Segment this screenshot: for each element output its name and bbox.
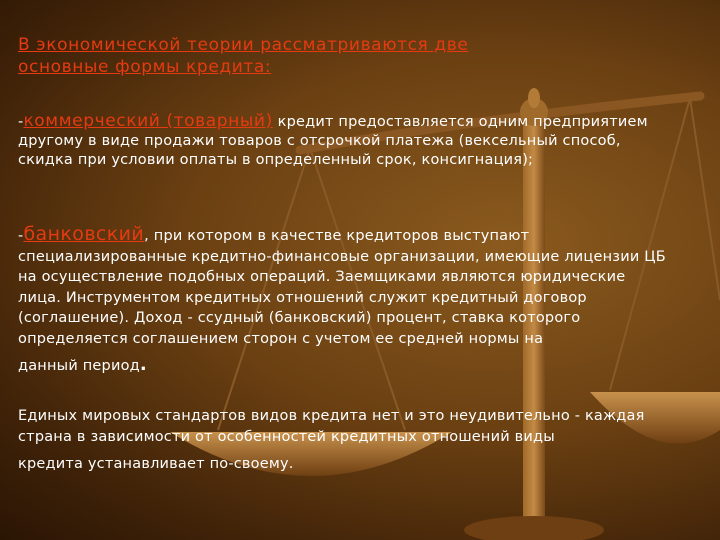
- bank-credit-paragraph: [18, 224, 668, 377]
- bank-credit-tail-text: данный период: [18, 358, 140, 374]
- commercial-credit-text: кредит предоставляется одним предприятием другому в виде продажи товаров с отсрочкой платежа (вексельный способ, скидка при условии оплаты в определенный срок, консигнация);: [18, 114, 648, 168]
- commercial-credit-paragraph: [18, 112, 668, 170]
- bank-credit-period: .: [139, 354, 147, 375]
- item1-prefix: -: [18, 114, 24, 130]
- slide-heading: [18, 34, 638, 78]
- heading-line-2: основные формы кредита:: [18, 57, 272, 77]
- standards-paragraph: [18, 406, 658, 475]
- standards-tail: кредита устанавливает по-своему.: [18, 456, 294, 472]
- item2-prefix: -: [18, 228, 24, 244]
- commercial-credit-term: коммерческий (товарный): [23, 111, 273, 131]
- item2-comma: ,: [144, 228, 149, 244]
- heading-line-1: В экономической теории рассматриваются две: [18, 35, 469, 55]
- bank-credit-term: банковский: [23, 223, 145, 245]
- bank-credit-tail: [18, 355, 147, 377]
- standards-text: Единых мировых стандартов видов кредита нет и это неудивительно - каждая страна в зависимости от особенностей кредитных отношений виды: [18, 408, 645, 445]
- bank-credit-text: при котором в качестве кредиторов выступают специализированные кредитно-финансовые организации, имеющие лицензии ЦБ на осуществление подобных операций. Заемщиками являются юридические лица. Инструментом кредитных отношений служит кредитный договор (соглашение). Доход - ссудный (банковский) процент, ставка которого определяется соглашением сторон с учетом ее средней нормы на: [18, 228, 666, 347]
